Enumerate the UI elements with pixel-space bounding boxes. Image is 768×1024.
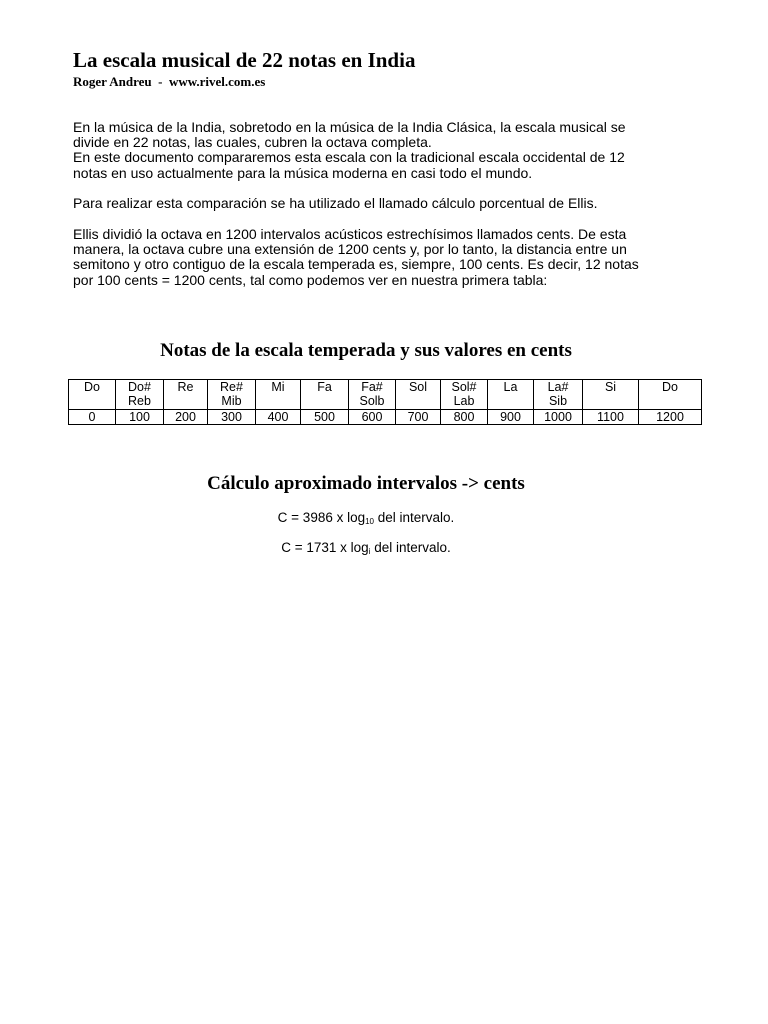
cents-value-cell: 1200 [639, 410, 702, 425]
note-name-cell [639, 380, 702, 410]
notes-cents-table [68, 379, 702, 425]
note-name-cell [164, 380, 208, 410]
formula-log10 [0, 510, 732, 526]
formula-text: C = 1731 x log [281, 540, 369, 555]
note-names-row [69, 380, 702, 410]
formula-subscript: i [368, 547, 371, 556]
notes-table-heading: Notas de la escala temperada y sus valores en cents [160, 340, 572, 361]
note-name-cell [69, 380, 116, 410]
note-name-cell [349, 380, 396, 410]
formula-text: del intervalo. [374, 510, 455, 525]
note-name: Sib [548, 394, 568, 408]
note-name: Re# [220, 380, 243, 394]
ellis-paragraph [73, 227, 693, 288]
formula-text: C = 3986 x log [277, 510, 366, 525]
author-line: Roger Andreu - www.rivel.com.es [73, 74, 266, 89]
note-name-cell [301, 380, 349, 410]
intro-paragraph [73, 120, 693, 181]
cents-value-cell: 0 [69, 410, 116, 425]
text-line: En la música de la India, sobretodo en la música de la India Clásica, la escala musical se [73, 119, 626, 135]
note-name: Lab [453, 394, 475, 408]
cents-value-cell: 200 [164, 410, 208, 425]
document-title: La escala musical de 22 notas en India [73, 48, 416, 72]
note-name: La# [547, 380, 569, 394]
note-name: Fa [317, 380, 332, 394]
text-line: En este documento compararemos esta escala con la tradicional escala occidental de 12 [73, 149, 625, 166]
cents-value-cell: 1000 [534, 410, 583, 425]
note-name-cell [396, 380, 441, 410]
cents-value-cell: 600 [349, 410, 396, 425]
note-name: Do [662, 380, 678, 394]
note-name: Do# [128, 380, 151, 394]
note-name: Mib [221, 394, 242, 408]
note-name-cell [583, 380, 639, 410]
text-line: por 100 cents = 1200 cents, tal como podemos ver en nuestra primera tabla: [73, 271, 548, 288]
note-name-cell [488, 380, 534, 410]
cents-value-cell: 1100 [583, 410, 639, 425]
calculation-heading: Cálculo aproximado intervalos -> cents [207, 473, 525, 494]
note-name: Solb [359, 394, 385, 408]
cents-value-cell: 500 [301, 410, 349, 425]
text-line: notas en uso actualmente para la música moderna en casi todo el mundo. [73, 164, 533, 181]
text-line: semitono y otro contiguo de la escala temperada es, siempre, 100 cents. Es decir, 12 notas [73, 256, 639, 273]
text-line: Para realizar esta comparación se ha utilizado el llamado cálculo porcentual de Ellis. [73, 195, 598, 211]
note-name: Fa# [361, 380, 383, 394]
cents-value-cell: 700 [396, 410, 441, 425]
note-name: La [503, 380, 518, 394]
method-paragraph [73, 196, 693, 211]
note-name-cell [441, 380, 488, 410]
note-name: Mi [271, 380, 285, 394]
note-name-cell [116, 380, 164, 410]
note-name: Sol# [451, 380, 477, 394]
note-name: Do [84, 380, 100, 394]
note-name-cell [256, 380, 301, 410]
formula-subscript: 10 [365, 517, 375, 526]
text-line: manera, la octava cubre una extensión de 1200 cents y, por lo tanto, la distancia entre un [73, 241, 627, 258]
note-name-cell [208, 380, 256, 410]
note-name: Reb [128, 394, 151, 408]
cents-value-cell: 800 [441, 410, 488, 425]
text-line: divide en 22 notas, las cuales, cubren la octava completa. [73, 134, 432, 151]
note-name: Sol [408, 380, 428, 394]
cents-value-cell: 400 [256, 410, 301, 425]
cents-value-cell: 300 [208, 410, 256, 425]
cents-values-row [69, 410, 702, 425]
formula-text: del intervalo. [370, 540, 451, 555]
note-name: Si [604, 380, 617, 394]
note-name-cell [534, 380, 583, 410]
cents-value-cell: 100 [116, 410, 164, 425]
note-name: Re [177, 380, 194, 394]
text-line: Ellis dividió la octava en 1200 intervalos acústicos estrechísimos llamados cents. De esta [73, 226, 627, 242]
formula-logi [0, 540, 732, 556]
cents-value-cell: 900 [488, 410, 534, 425]
